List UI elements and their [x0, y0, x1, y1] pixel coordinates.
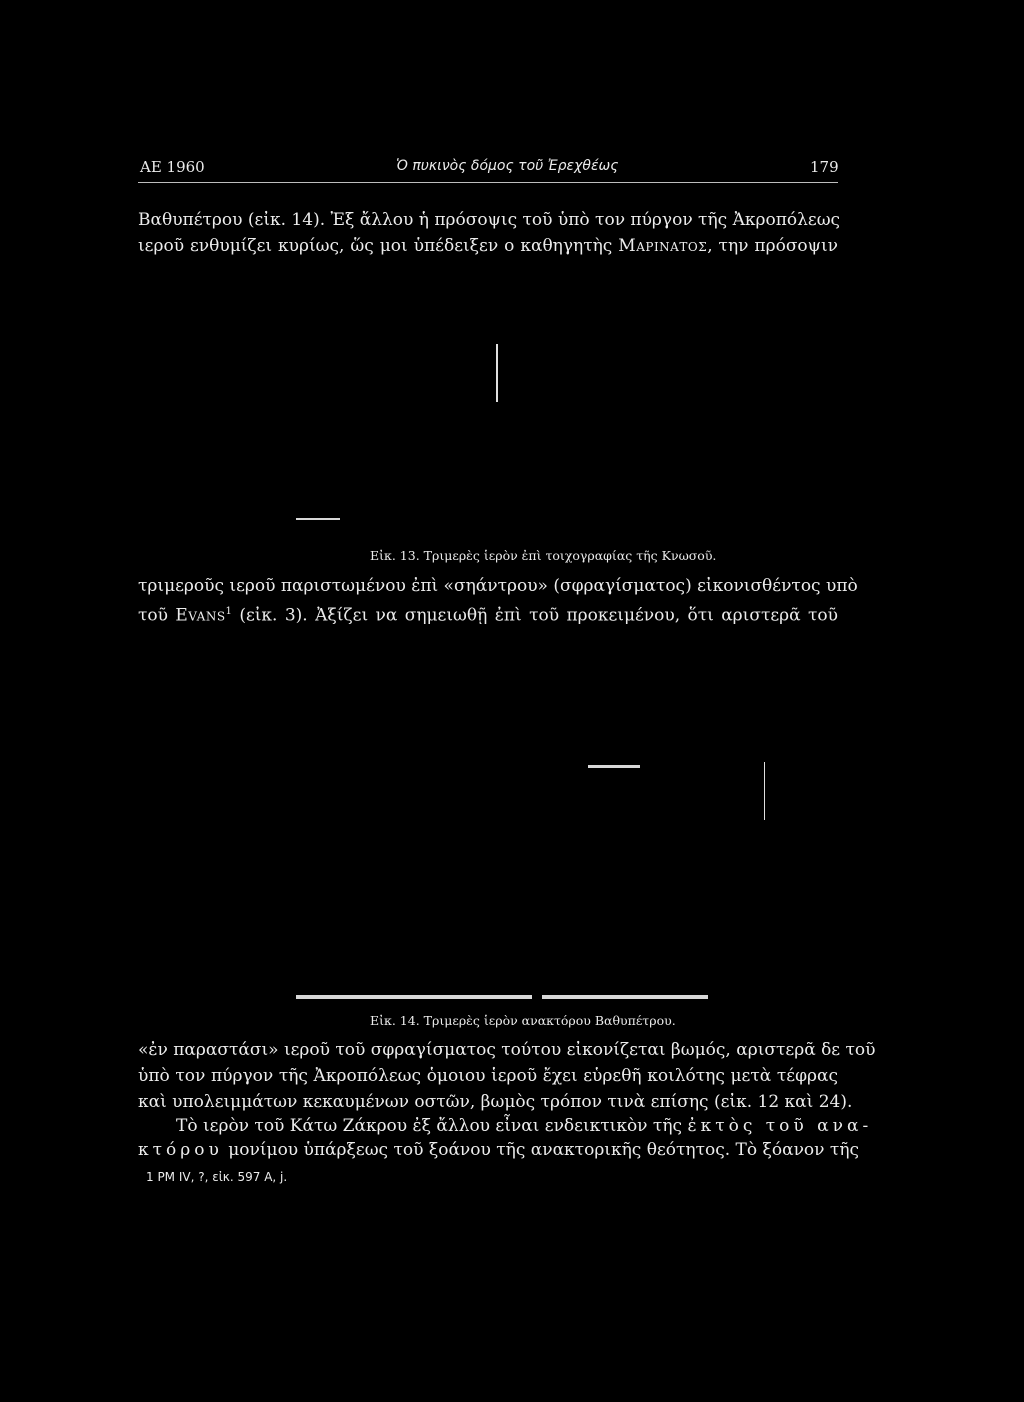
- paragraph1-line1: Βαθυπέτρου (εἰκ. 14). Ἐξ ἄλλου ἡ πρόσοψις τοῦ ὑπὸ τον πύργον τῆς Ἀκροπόλεως: [138, 210, 841, 230]
- paragraph3-line2: ὑπὸ τον πύργον τῆς Ἀκροπόλεως ὁμοιου ἱεροῦ ἔχει εὑρεθῆ κοιλότης μετὰ τέφρας: [138, 1066, 838, 1086]
- figure-mark: [542, 995, 708, 999]
- paragraph2-line1: τριμεροῦς ιεροῦ παριστωμένου ἐπὶ «σηάντρου» (σφραγίσματος) εἰκονισθέντος υπὸ: [138, 576, 858, 596]
- spaced-text: ἐκτὸς τοῦ ανα-: [687, 1116, 873, 1136]
- text-segment: ιεροῦ ενθυμίζει κυρίως, ὥς μοι ὑπέδειξεν ο καθηγητὴς: [138, 236, 613, 256]
- figure-mark: [496, 344, 498, 402]
- page-number: 179: [810, 158, 839, 176]
- text-segment: (εἰκ. 3). Ἀξίζει να σημειωθῇ ἐπὶ τοῦ προκειμένου, ὅτι αριστερᾶ τοῦ: [239, 605, 839, 626]
- paragraph3-line3: καὶ υπολειμμάτων κεκαυμένων οστῶν, βωμὸς τρόπον τινὰ επίσης (εἰκ. 12 καὶ 24).: [138, 1092, 853, 1112]
- figure-mark: [296, 518, 340, 520]
- running-title: Ὁ πυκινὸς δόμος τοῦ Ἐρεχθέως: [396, 158, 619, 174]
- paragraph1-line2: [138, 234, 838, 258]
- paragraph4-line1: [176, 1114, 873, 1138]
- text-segment: Τὸ ιερὸν τοῦ Κάτω Ζάκρου ἐξ ἄλλου εἶναι ενδεικτικὸν τῆς: [176, 1116, 683, 1136]
- spaced-text: κτόρου: [138, 1140, 223, 1160]
- figure13-caption: Εἰκ. 13. Τριμερὲς ἱερὸν ἐπὶ τοιχογραφίας τῆς Κνωσοῦ.: [370, 548, 717, 563]
- figure-mark: [296, 995, 532, 999]
- footnote: 1 PM IV, ?, εἰκ. 597 A, j.: [146, 1170, 288, 1184]
- author-name-evans: Evans: [175, 605, 226, 626]
- paragraph2-line2: [138, 600, 838, 628]
- text-segment: , την πρόσοψιν: [707, 236, 838, 256]
- journal-abbrev: ΑΕ 1960: [140, 158, 205, 176]
- figure-mark: [764, 762, 765, 820]
- figure-mark: [588, 765, 640, 768]
- text-segment: τοῦ: [138, 605, 168, 626]
- header-rule: [138, 182, 838, 183]
- paragraph3-line1: «ἐν παραστάσι» ιεροῦ τοῦ σφραγίσματος τούτου εἰκονίζεται βωμός, αριστερᾶ δε τοῦ: [138, 1040, 876, 1060]
- footnote-marker: 1: [225, 606, 232, 617]
- author-name-marinatos: Μαρινατος: [618, 236, 708, 256]
- figure14-caption: Εἰκ. 14. Τριμερὲς ἱερὸν ανακτόρου Βαθυπέτρου.: [370, 1013, 676, 1028]
- text-segment: μονίμου ὑπάρξεως τοῦ ξοάνου τῆς ανακτορικῆς θεότητος. Τὸ ξόανον τῆς: [228, 1140, 860, 1160]
- paragraph4-line2: [138, 1138, 860, 1162]
